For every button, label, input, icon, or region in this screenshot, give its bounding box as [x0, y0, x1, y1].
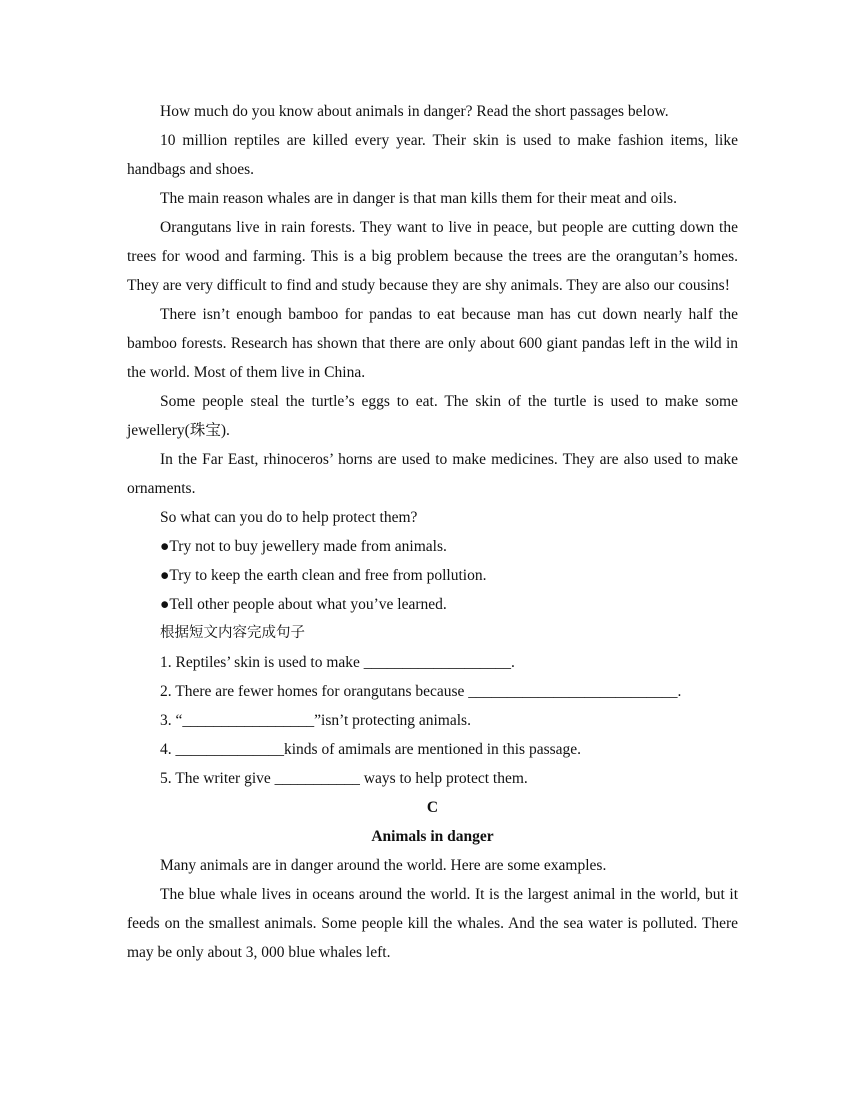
- bullet-item: ●Try to keep the earth clean and free from pollution.: [160, 567, 487, 584]
- rhinoceros-paragraph: In the Far East, rhinoceros’ horns are used to make medicines. They are also used to make ornaments.: [127, 451, 738, 497]
- exercise-instruction: 根据短文内容完成句子: [160, 625, 305, 641]
- question-item: 5. The writer give ___________ ways to help protect them.: [160, 770, 528, 787]
- bullet-item: ●Try not to buy jewellery made from animals.: [160, 538, 447, 555]
- bullet-item: ●Tell other people about what you’ve learned.: [160, 596, 447, 613]
- section-title: Animals in danger: [371, 828, 494, 845]
- pandas-paragraph: There isn’t enough bamboo for pandas to eat because man has cut down nearly half the bamboo forests. Research has shown that there are only about 600 giant pandas left in the wild in the world. Most of them live in China.: [127, 306, 738, 381]
- turtles-paragraph: Some people steal the turtle’s eggs to eat. The skin of the turtle is used to make some jewellery(珠宝).: [127, 393, 738, 439]
- section-label: C: [426, 799, 439, 816]
- question-item: 1. Reptiles’ skin is used to make ___________________.: [160, 654, 515, 671]
- reptiles-paragraph: 10 million reptiles are killed every year. Their skin is used to make fashion items, like handbags and shoes.: [127, 132, 738, 178]
- section-c-intro-paragraph: Many animals are in danger around the world. Here are some examples.: [160, 857, 607, 874]
- question-item: 4. ______________kinds of amimals are mentioned in this passage.: [160, 741, 582, 758]
- question-item: 3. “_________________”isn’t protecting animals.: [160, 712, 471, 729]
- intro-paragraph: How much do you know about animals in danger? Read the short passages below.: [160, 103, 669, 120]
- question-item: 2. There are fewer homes for orangutans because ___________________________.: [160, 683, 682, 700]
- blue-whale-paragraph: The blue whale lives in oceans around the world. It is the largest animal in the world, but it feeds on the smallest animals. Some people kill the whales. And the sea water is polluted. There may be only about 3, 000 blue whales left.: [127, 886, 738, 961]
- orangutans-paragraph: Orangutans live in rain forests. They want to live in peace, but people are cutting down the trees for wood and farming. This is a big problem because the trees are the orangutan’s homes. They are very difficult to find and study because they are shy animals. They are also our cousins!: [127, 219, 738, 294]
- document-page: [127, 97, 738, 967]
- whales-paragraph: The main reason whales are in danger is that man kills them for their meat and oils.: [160, 190, 677, 207]
- protect-question-paragraph: So what can you do to help protect them?: [160, 509, 418, 526]
